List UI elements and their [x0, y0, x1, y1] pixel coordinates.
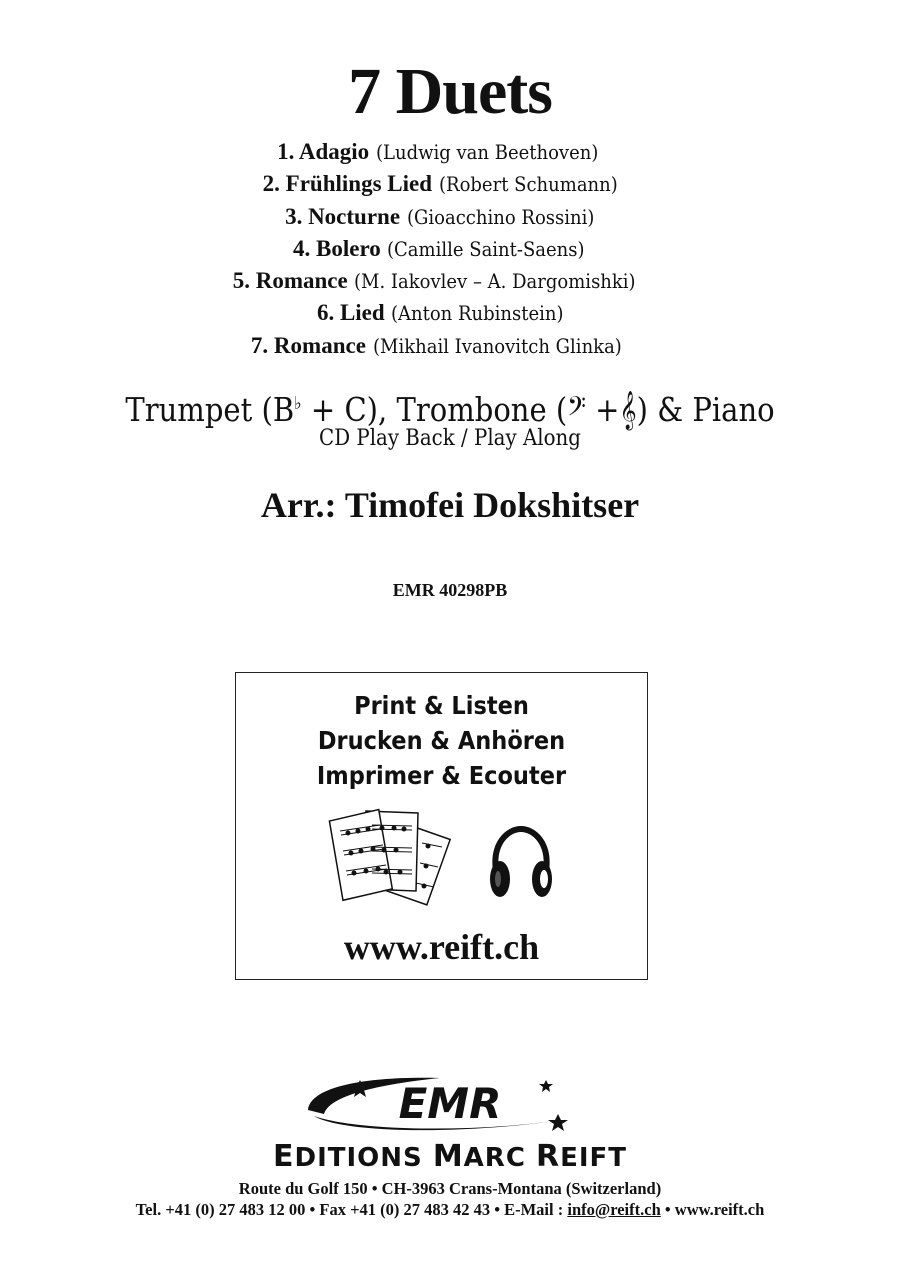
piece-title: 7. Romance	[250, 332, 366, 358]
instrumentation-middle: + C), Trombone (	[301, 390, 568, 429]
publisher-contact	[0, 1199, 900, 1221]
instrumentation-prefix: Trumpet (B	[125, 390, 295, 429]
piece-item	[0, 201, 900, 233]
piece-item	[0, 265, 900, 297]
piece-composer: (Ludwig van Beethoven)	[375, 140, 599, 164]
contact-website[interactable]: • www.reift.ch	[660, 1200, 765, 1219]
print-listen-fr: Imprimer & Ecouter	[316, 761, 567, 790]
publisher-initial-e: E	[273, 1139, 295, 1174]
headphones-icon	[486, 823, 556, 903]
publisher-part-2: ARC	[463, 1143, 536, 1173]
piece-composer: (Mikhail Ivanovitch Glinka)	[372, 333, 622, 358]
piece-item	[0, 330, 900, 362]
piece-title: 6. Lied	[316, 300, 385, 326]
page-title: 7 Duets	[348, 55, 552, 128]
piece-composer: (Gioacchino Rossini)	[406, 204, 595, 229]
catalog-number: EMR 40298PB	[392, 580, 508, 600]
piece-composer: (Anton Rubinstein)	[391, 301, 564, 326]
playback-subtitle: CD Play Back / Play Along	[319, 426, 581, 451]
bass-clef-icon: 𝄢	[567, 390, 586, 429]
piece-composer: (Camille Saint-Saens)	[387, 236, 586, 261]
publisher-initial-r: R	[535, 1139, 561, 1174]
publisher-initial-m: M	[432, 1139, 464, 1174]
piece-composer: (Robert Schumann)	[438, 172, 618, 197]
publisher-address: Route du Golf 150 • CH-3963 Crans-Montana (Switzerland)	[238, 1179, 662, 1198]
instrumentation-plus: +	[585, 390, 620, 429]
flat-sign: ♭	[294, 393, 302, 414]
print-listen-box	[235, 672, 648, 980]
arranger: Arr.: Timofei Dokshitser	[260, 485, 640, 525]
piece-title: 2. Frühlings Lied	[262, 171, 433, 197]
publisher-part-1: DITIONS	[294, 1143, 433, 1173]
piece-title: 4. Bolero	[293, 235, 381, 261]
sheet-music-icon	[326, 807, 456, 907]
print-listen-de: Drucken & Anhören	[317, 726, 566, 755]
piece-title: 5. Romance	[232, 268, 348, 294]
publisher-name	[0, 1140, 900, 1175]
instrumentation-suffix: ) & Piano	[636, 390, 775, 429]
emr-logo-icon	[300, 1070, 600, 1140]
print-listen-en: Print & Listen	[354, 691, 529, 720]
emr-logo-text: EMR	[398, 1079, 502, 1128]
piece-title: 3. Nocturne	[285, 203, 401, 229]
treble-clef-icon: 𝄞	[619, 390, 637, 429]
piece-item	[0, 168, 900, 200]
box-website-link[interactable]: www.reift.ch	[343, 927, 540, 967]
piece-title: 1. Adagio	[277, 139, 370, 164]
email-link[interactable]: info@reift.ch	[567, 1200, 661, 1219]
piece-item	[0, 297, 900, 329]
publisher-part-3: EIFT	[560, 1143, 627, 1173]
contact-phone-fax: Tel. +41 (0) 27 483 12 00 • Fax +41 (0) 27 483 42 43 • E-Mail :	[135, 1200, 568, 1219]
piece-item	[0, 136, 900, 168]
piece-item	[0, 233, 900, 265]
piece-composer: (M. Iakovlev – A. Dargomishki)	[354, 269, 636, 294]
pieces-list	[0, 136, 900, 362]
